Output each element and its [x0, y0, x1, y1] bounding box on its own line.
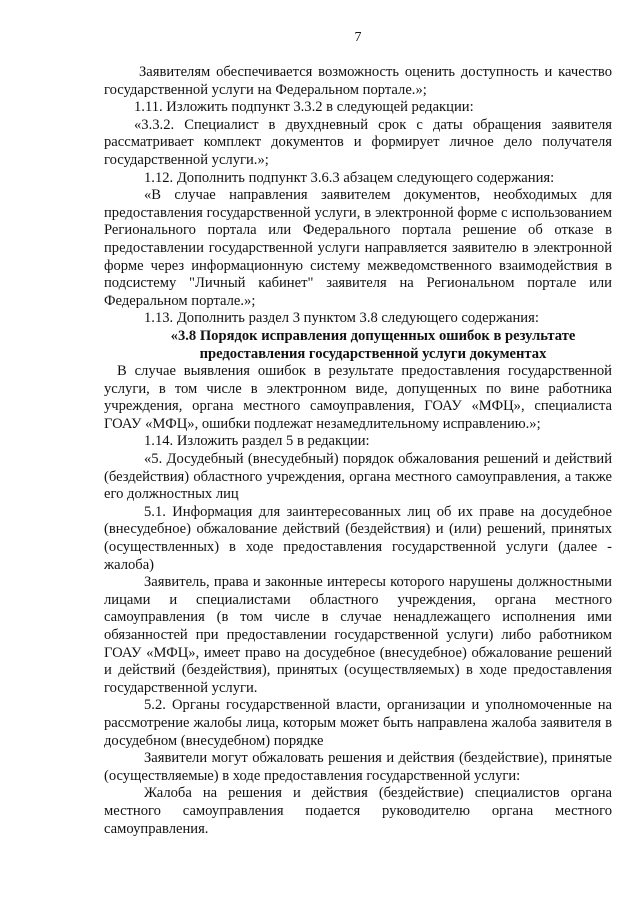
paragraph-1-12: 1.12. Дополнить подпункт 3.6.3 абзацем следующего содержания:	[144, 169, 555, 186]
paragraph-3-8-text: В случае выявления ошибок в результате предоставления государственной услуги, в том числе в электронном виде, допущенных по вине работника учреждения, органа местного самоуправления, ГОАУ «МФЦ», специалиста ГОАУ «МФЦ», ошибки подлежат незамедлительному исправлению.»;	[104, 363, 612, 432]
paragraph-section-5-title: «5. Досудебный (внесудебный) порядок обжалования решений и действий (бездействия) областного учреждения, органа местного самоуправления, а также его должностных лиц	[104, 451, 612, 503]
paragraph-portal-rating: Заявителям обеспечивается возможность оценить доступность и качество государственной услуги на Федеральном портале.»;	[104, 64, 612, 98]
paragraph-complaint-recipient: Жалоба на решения и действия (бездействие) специалистов органа местного самоуправления подается руководителю органа местного самоуправления.	[104, 785, 612, 837]
paragraph-3-6-3-text: «В случае направления заявителем документов, необходимых для предоставления государственной услуги, в электронной форме с использованием Регионального портала или Федерального портала решение об отказе в предоставлении государственной услуги направляется заявителю в электронной форме через информационную систему межведомственного взаимодействия в подсистему "Личный кабинет" заявителя на Региональном портале или Федеральном портале.»;	[104, 187, 612, 309]
paragraph-5-1: 5.1. Информация для заинтересованных лиц об их праве на досудебное (внесудебное) обжалование действий (бездействия) и (или) решений, принятых (осуществленных) в ходе предоставления государственной услуги (далее - жалоба)	[104, 503, 612, 573]
paragraph-1-14: 1.14. Изложить раздел 5 в редакции:	[144, 433, 370, 450]
paragraph-applicant-rights: Заявитель, права и законные интересы которого нарушены должностными лицами и специалистами областного учреждения, органа местного самоуправления (в том числе в случае ненадлежащего исполнения ими обязанностей при предоставлении государственной услуги) либо работником ГОАУ «МФЦ», имеет право на досудебное (внесудебное) обжалование решений и действий (бездействия), принятых (осуществляемых) в ходе предоставления государственной услуги.	[104, 574, 612, 696]
paragraph-1-11: 1.11. Изложить подпункт 3.3.2 в следующей редакции:	[134, 99, 474, 116]
paragraph-5-2: 5.2. Органы государственной власти, организации и уполномоченные на рассмотрение жалобы лица, которым может быть направлена жалоба заявителя в досудебном (внесудебном) порядке	[104, 697, 612, 749]
page-number: 7	[354, 30, 362, 45]
paragraph-1-13: 1.13. Дополнить раздел 3 пунктом 3.8 следующего содержания:	[144, 310, 539, 327]
paragraph-applicants-appeal: Заявители могут обжаловать решения и действия (бездействие), принятые (осуществляемые) в ходе предоставления государственной услуги:	[104, 750, 612, 784]
document-body	[104, 64, 612, 838]
paragraph-3-3-2: «3.3.2. Специалист в двухдневный срок с даты обращения заявителя рассматривает комплект документов и формирует личное дело получателя государственной услуги.»;	[104, 116, 612, 168]
section-3-8-heading: «3.8 Порядок исправления допущенных ошибок в результате предоставления государственной услуги документах	[170, 327, 576, 362]
